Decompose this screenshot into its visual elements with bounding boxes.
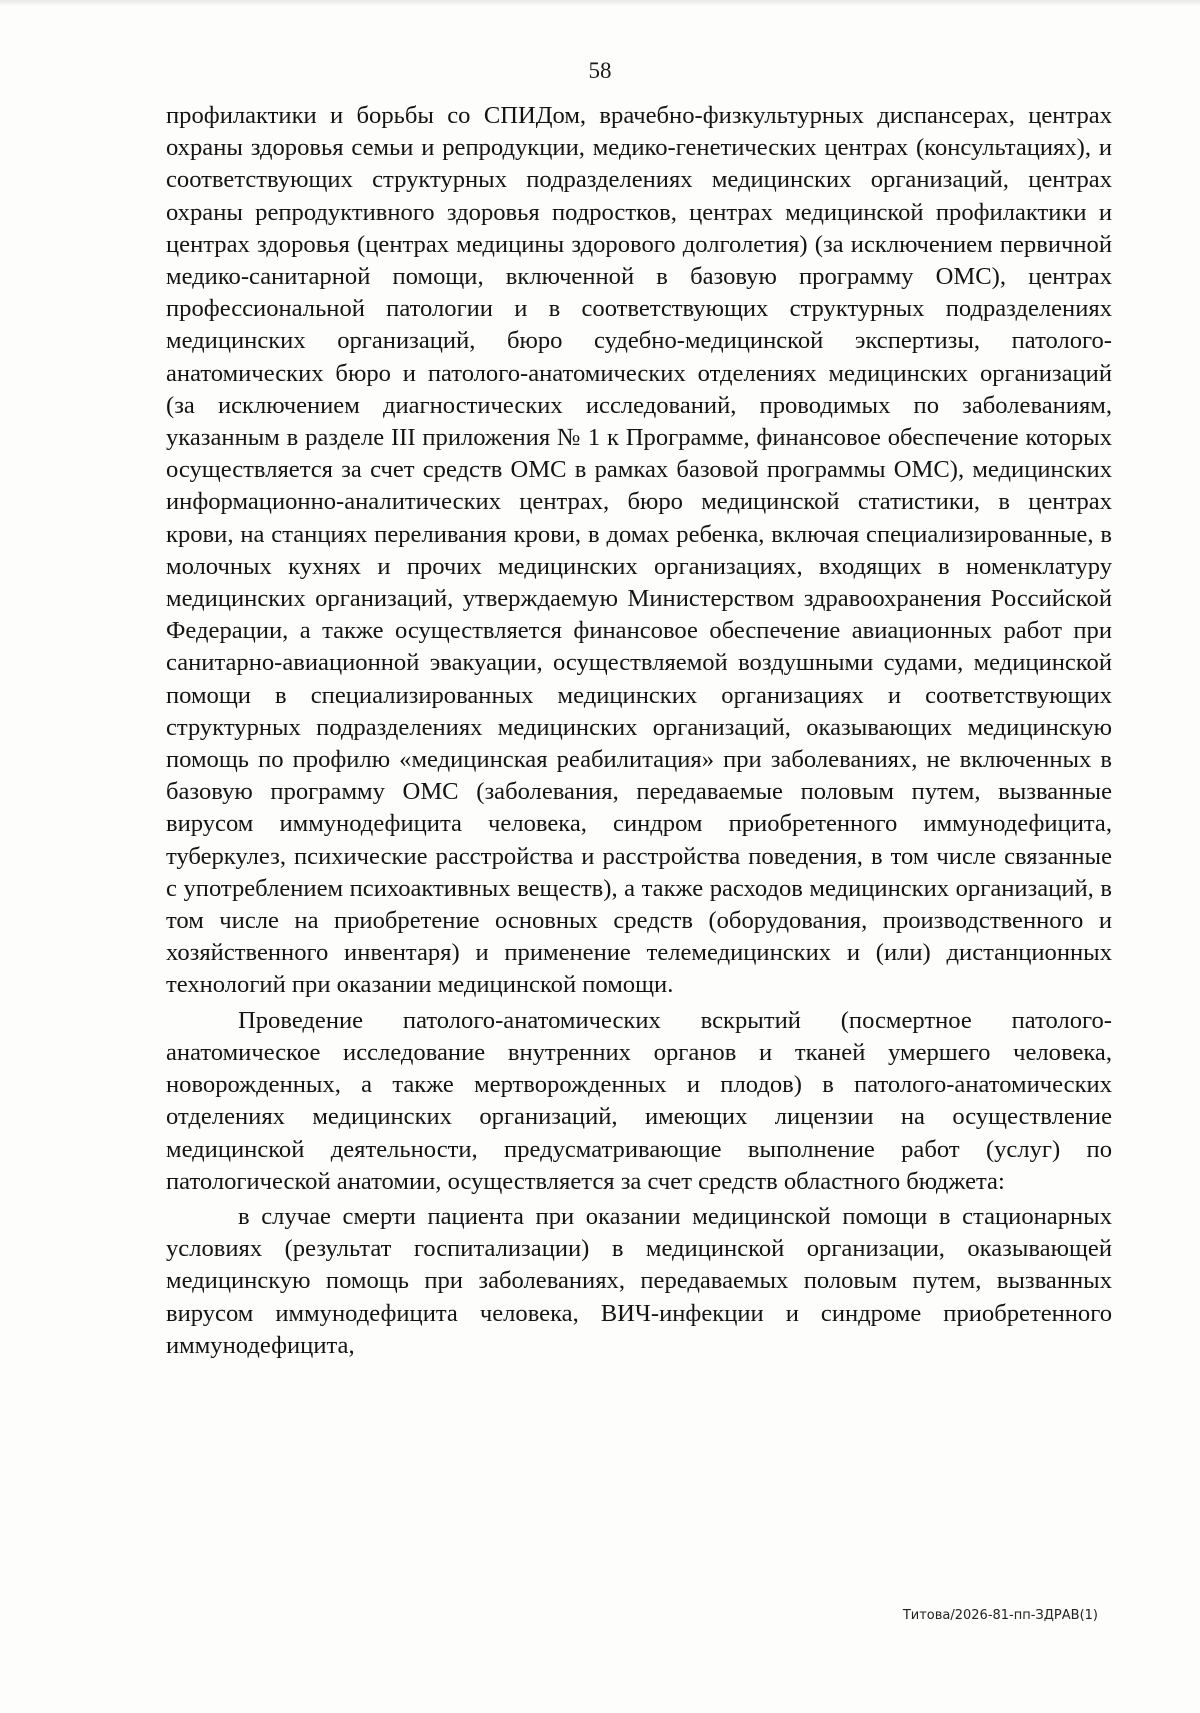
scan-edge-shadow	[0, 0, 1200, 6]
paragraph-autopsy-funding: Проведение патолого-анатомических вскрытий (посмертное патолого-анатомическое исследование внутренних органов и тканей умершего человека, новорожденных, а также мертворожденных и плодов) в патолого-анатомических отделениях медицинских организаций, имеющих лицензии на осуществление медицинской деятельности, предусматривающие выполнение работ (услуг) по патологической анатомии, осуществляется за счет средств областного бюджета:	[166, 1006, 1112, 1195]
paragraph-case-of-death: в случае смерти пациента при оказании медицинской помощи в стационарных условиях (результат госпитализации) в медицинской организации, оказывающей медицинскую помощь при заболеваниях, передаваемых половым путем, вызванных вирусом иммунодефицита человека, ВИЧ-инфекции и синдроме приобретенного иммунодефицита,	[166, 1202, 1112, 1359]
paragraph-continuation: профилактики и борьбы со СПИДом, врачебно-физкультурных диспансерах, центрах охраны здоровья семьи и репродукции, медико-генетических центрах (консультациях), и соответствующих структурных подразделениях медицинских организаций, центрах охраны репродуктивного здоровья подростков, центрах медицинской профилактики и центрах здоровья (центрах медицины здорового долголетия) (за исключением первичной медико-санитарной помощи, включенной в базовую программу ОМС), центрах профессиональной патологии и в соответствующих структурных подразделениях медицинских организаций, бюро судебно-медицинской экспертизы, патолого-анатомических бюро и патолого-анатомических отделениях медицинских организаций (за исключением диагностических исследований, проводимых по заболеваниям, указанным в разделе III приложения № 1 к Программе, финансовое обеспечение которых осуществляется за счет средств ОМС в рамках базовой программы ОМС), медицинских информационно-аналитических центрах, бюро медицинской статистики, в центрах крови, на станциях переливания крови, в домах ребенка, включая специализированные, в молочных кухнях и прочих медицинских организациях, входящих в номенклатуру медицинских организаций, утверждаемую Министерством здравоохранения Российской Федерации, а также осуществляется финансовое обеспечение авиационных работ при санитарно-авиационной эвакуации, осуществляемой воздушными судами, медицинской помощи в специализированных медицинских организациях и соответствующих структурных подразделениях медицинских организаций, оказывающих медицинскую помощь по профилю «медицинская реабилитация» при заболеваниях, не включенных в базовую программу ОМС (заболевания, передаваемые половым путем, вызванные вирусом иммунодефицита человека, синдром приобретенного иммунодефицита, туберкулез, психические расстройства и расстройства поведения, в том числе связанные с употреблением психоактивных веществ), а также расходов медицинских организаций, в том числе на приобретение основных средств (оборудования, производственного и хозяйственного инвентаря) и применение телемедицинских и (или) дистанционных технологий при оказании медицинской помощи.	[166, 102, 1112, 999]
page-number: 58	[588, 58, 612, 83]
footer-document-code: Титова/2026-81-пп-ЗДРАВ(1)	[902, 1608, 1098, 1623]
document-body	[166, 100, 1112, 1362]
